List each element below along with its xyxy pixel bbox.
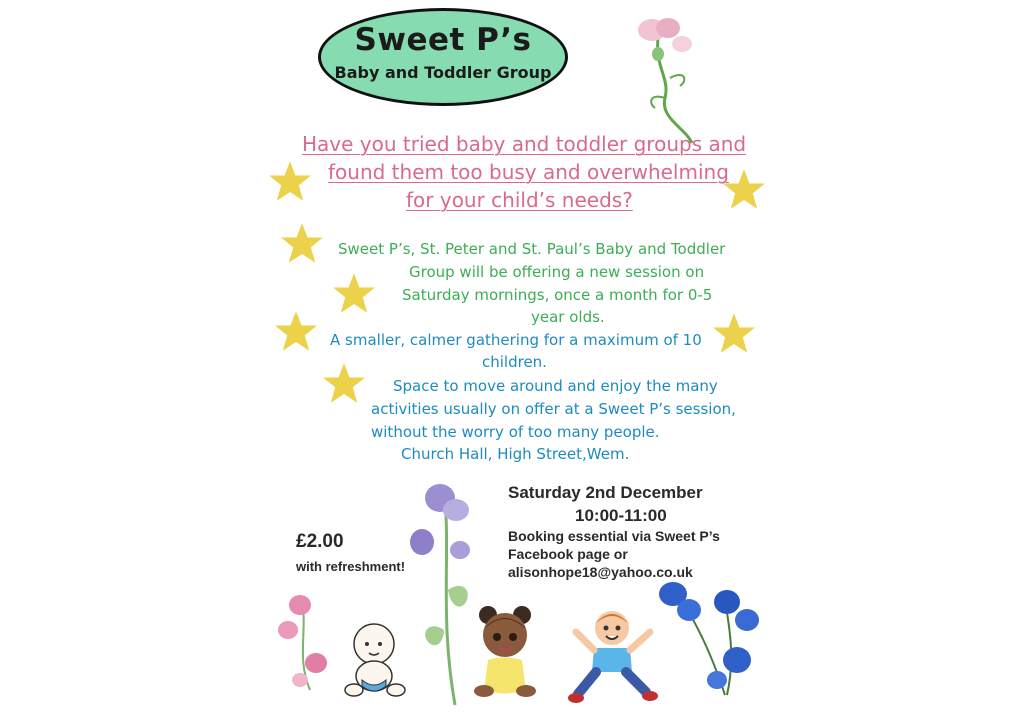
sweet-pea-flower-icon [630,8,710,148]
group-subtitle: Baby and Toddler Group [334,63,552,82]
description-blue-line: activities usually on offer at a Sweet P’s session, [371,400,736,418]
sweet-pea-flower-icon [270,585,340,695]
event-time: 10:00-11:00 [575,506,667,525]
description-blue-line: children. [482,353,547,371]
star-icon [712,312,756,354]
group-title: Sweet P’s [354,22,532,58]
boy-jumping-icon [568,600,660,710]
heading-line-2: found them too busy and overwhelming [328,160,729,184]
star-icon [274,310,318,352]
description-green-line: year olds. [531,308,605,326]
star-icon [332,272,376,314]
description-green-line: Sweet P’s, St. Peter and St. Paul’s Baby and Toddler [338,240,726,258]
star-icon [322,362,366,404]
baby-icon [342,620,412,700]
description-green-line: Saturday mornings, once a month for 0-5 [402,286,713,304]
heading-line-1: Have you tried baby and toddler groups and [302,132,747,156]
star-icon [280,222,324,264]
star-icon [722,168,766,210]
description-blue-line: without the worry of too many people. [371,423,660,441]
description-blue-line: A smaller, calmer gathering for a maximum of 10 [330,331,702,349]
booking-email: alisonhope18@yahoo.co.uk [508,564,693,580]
price-amount: £2.00 [296,531,344,552]
description-green-line: Group will be offering a new session on [409,263,705,281]
description-blue-line: Space to move around and enjoy the many [393,377,718,395]
description-blue-line: Church Hall, High Street,Wem. [401,445,630,463]
heading-line-3: for your child’s needs? [406,188,633,212]
event-date: Saturday 2nd December [508,483,703,502]
booking-line: Facebook page or [508,546,628,562]
star-icon [268,160,312,202]
toddler-girl-icon [470,605,540,700]
booking-line: Booking essential via Sweet P’s [508,528,720,544]
price-note: with refreshment! [296,559,406,574]
blue-flower-icon [655,580,770,700]
